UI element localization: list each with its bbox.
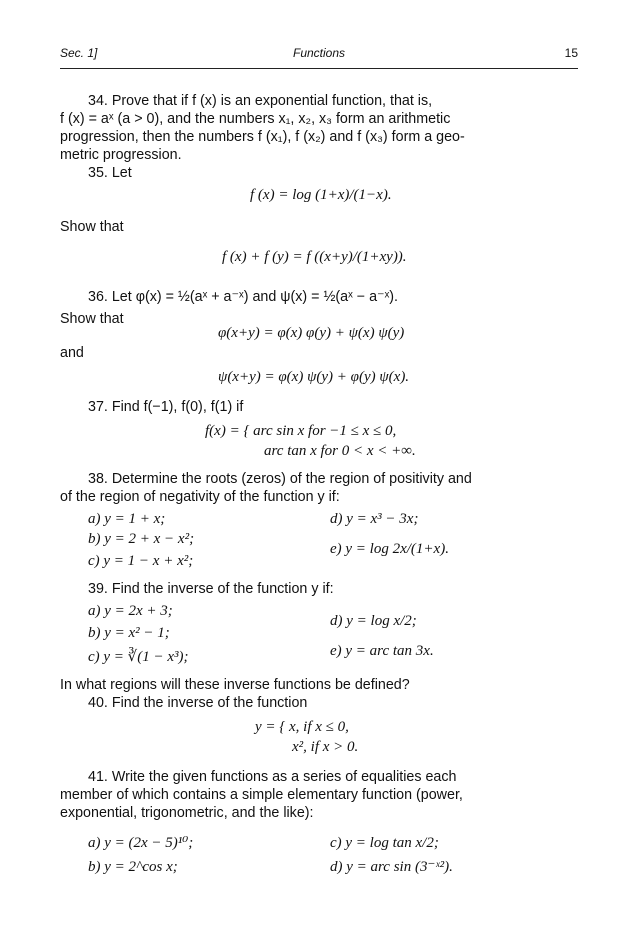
problem-38-b: b) y = 2 + x − x²; [88, 531, 195, 547]
problem-38-e: e) y = log 2x/(1+x). [330, 541, 449, 557]
problem-41-d: d) y = arc sin (3⁻ˣ²). [330, 859, 453, 875]
problem-41-line-2: member of which contains a simple elementary function (power, [60, 787, 463, 803]
problem-36-intro: 36. Let φ(x) = ½(aˣ + a⁻ˣ) and ψ(x) = ½(aˣ − a⁻ˣ). [88, 289, 398, 305]
problem-40-case-1: y = { x, if x ≤ 0, [255, 719, 349, 735]
problem-38-d: d) y = x³ − 3x; [330, 511, 419, 527]
problem-35-identity: f (x) + f (y) = f ((x+y)/(1+xy)). [222, 249, 407, 265]
problem-41-b: b) y = 2^cos x; [88, 859, 178, 875]
problem-40-case-2: x², if x > 0. [292, 739, 359, 755]
problem-39-question: In what regions will these inverse functions be defined? [60, 677, 410, 693]
problem-38-a: a) y = 1 + x; [88, 511, 166, 527]
section-label: Sec. 1] [60, 46, 98, 60]
show-that-1: Show that [60, 219, 124, 235]
chapter-title: Functions [292, 46, 346, 60]
problem-39-e: e) y = arc tan 3x. [330, 643, 434, 659]
problem-35-formula: f (x) = log (1+x)/(1−x). [250, 187, 392, 203]
header-rule [60, 68, 578, 69]
problem-37-case-2: arc tan x for 0 < x < +∞. [264, 443, 416, 459]
problem-36-identity-2: ψ(x+y) = φ(x) ψ(y) + φ(y) ψ(x). [218, 369, 410, 385]
problem-39-intro: 39. Find the inverse of the function y if: [88, 581, 334, 597]
problem-38-line-1: 38. Determine the roots (zeros) of the region of positivity and [88, 471, 472, 487]
and-label: and [60, 345, 84, 361]
problem-41-a: a) y = (2x − 5)¹⁰; [88, 835, 194, 851]
problem-39-c: c) y = ∛(1 − x³); [88, 649, 189, 665]
problem-34-line-4: metric progression. [60, 147, 182, 163]
problem-39-a: a) y = 2x + 3; [88, 603, 173, 619]
problem-37-case-1: f(x) = { arc sin x for −1 ≤ x ≤ 0, [205, 423, 397, 439]
running-header [60, 44, 578, 66]
problem-39-d: d) y = log x/2; [330, 613, 417, 629]
show-that-2: Show that [60, 311, 124, 327]
problem-40-intro: 40. Find the inverse of the function [88, 695, 308, 711]
problem-37-intro: 37. Find f(−1), f(0), f(1) if [88, 399, 244, 415]
problem-35-intro: 35. Let [88, 165, 132, 181]
problem-34-line-3: progression, then the numbers f (x₁), f (x₂) and f (x₃) form a geo- [60, 129, 465, 145]
problem-41-line-3: exponential, trigonometric, and the like): [60, 805, 314, 821]
problem-39-b: b) y = x² − 1; [88, 625, 170, 641]
problem-36-identity-1: φ(x+y) = φ(x) φ(y) + ψ(x) ψ(y) [218, 325, 405, 341]
page-number: 15 [564, 46, 578, 60]
problem-34-line-2: f (x) = aˣ (a > 0), and the numbers x₁, x₂, x₃ form an arithmetic [60, 111, 451, 127]
problem-38-c: c) y = 1 − x + x²; [88, 553, 194, 569]
problem-41-c: c) y = log tan x/2; [330, 835, 439, 851]
problem-41-line-1: 41. Write the given functions as a series of equalities each [88, 769, 457, 785]
problem-38-line-2: of the region of negativity of the function y if: [60, 489, 340, 505]
problem-34-line-1: 34. Prove that if f (x) is an exponential function, that is, [88, 93, 433, 109]
